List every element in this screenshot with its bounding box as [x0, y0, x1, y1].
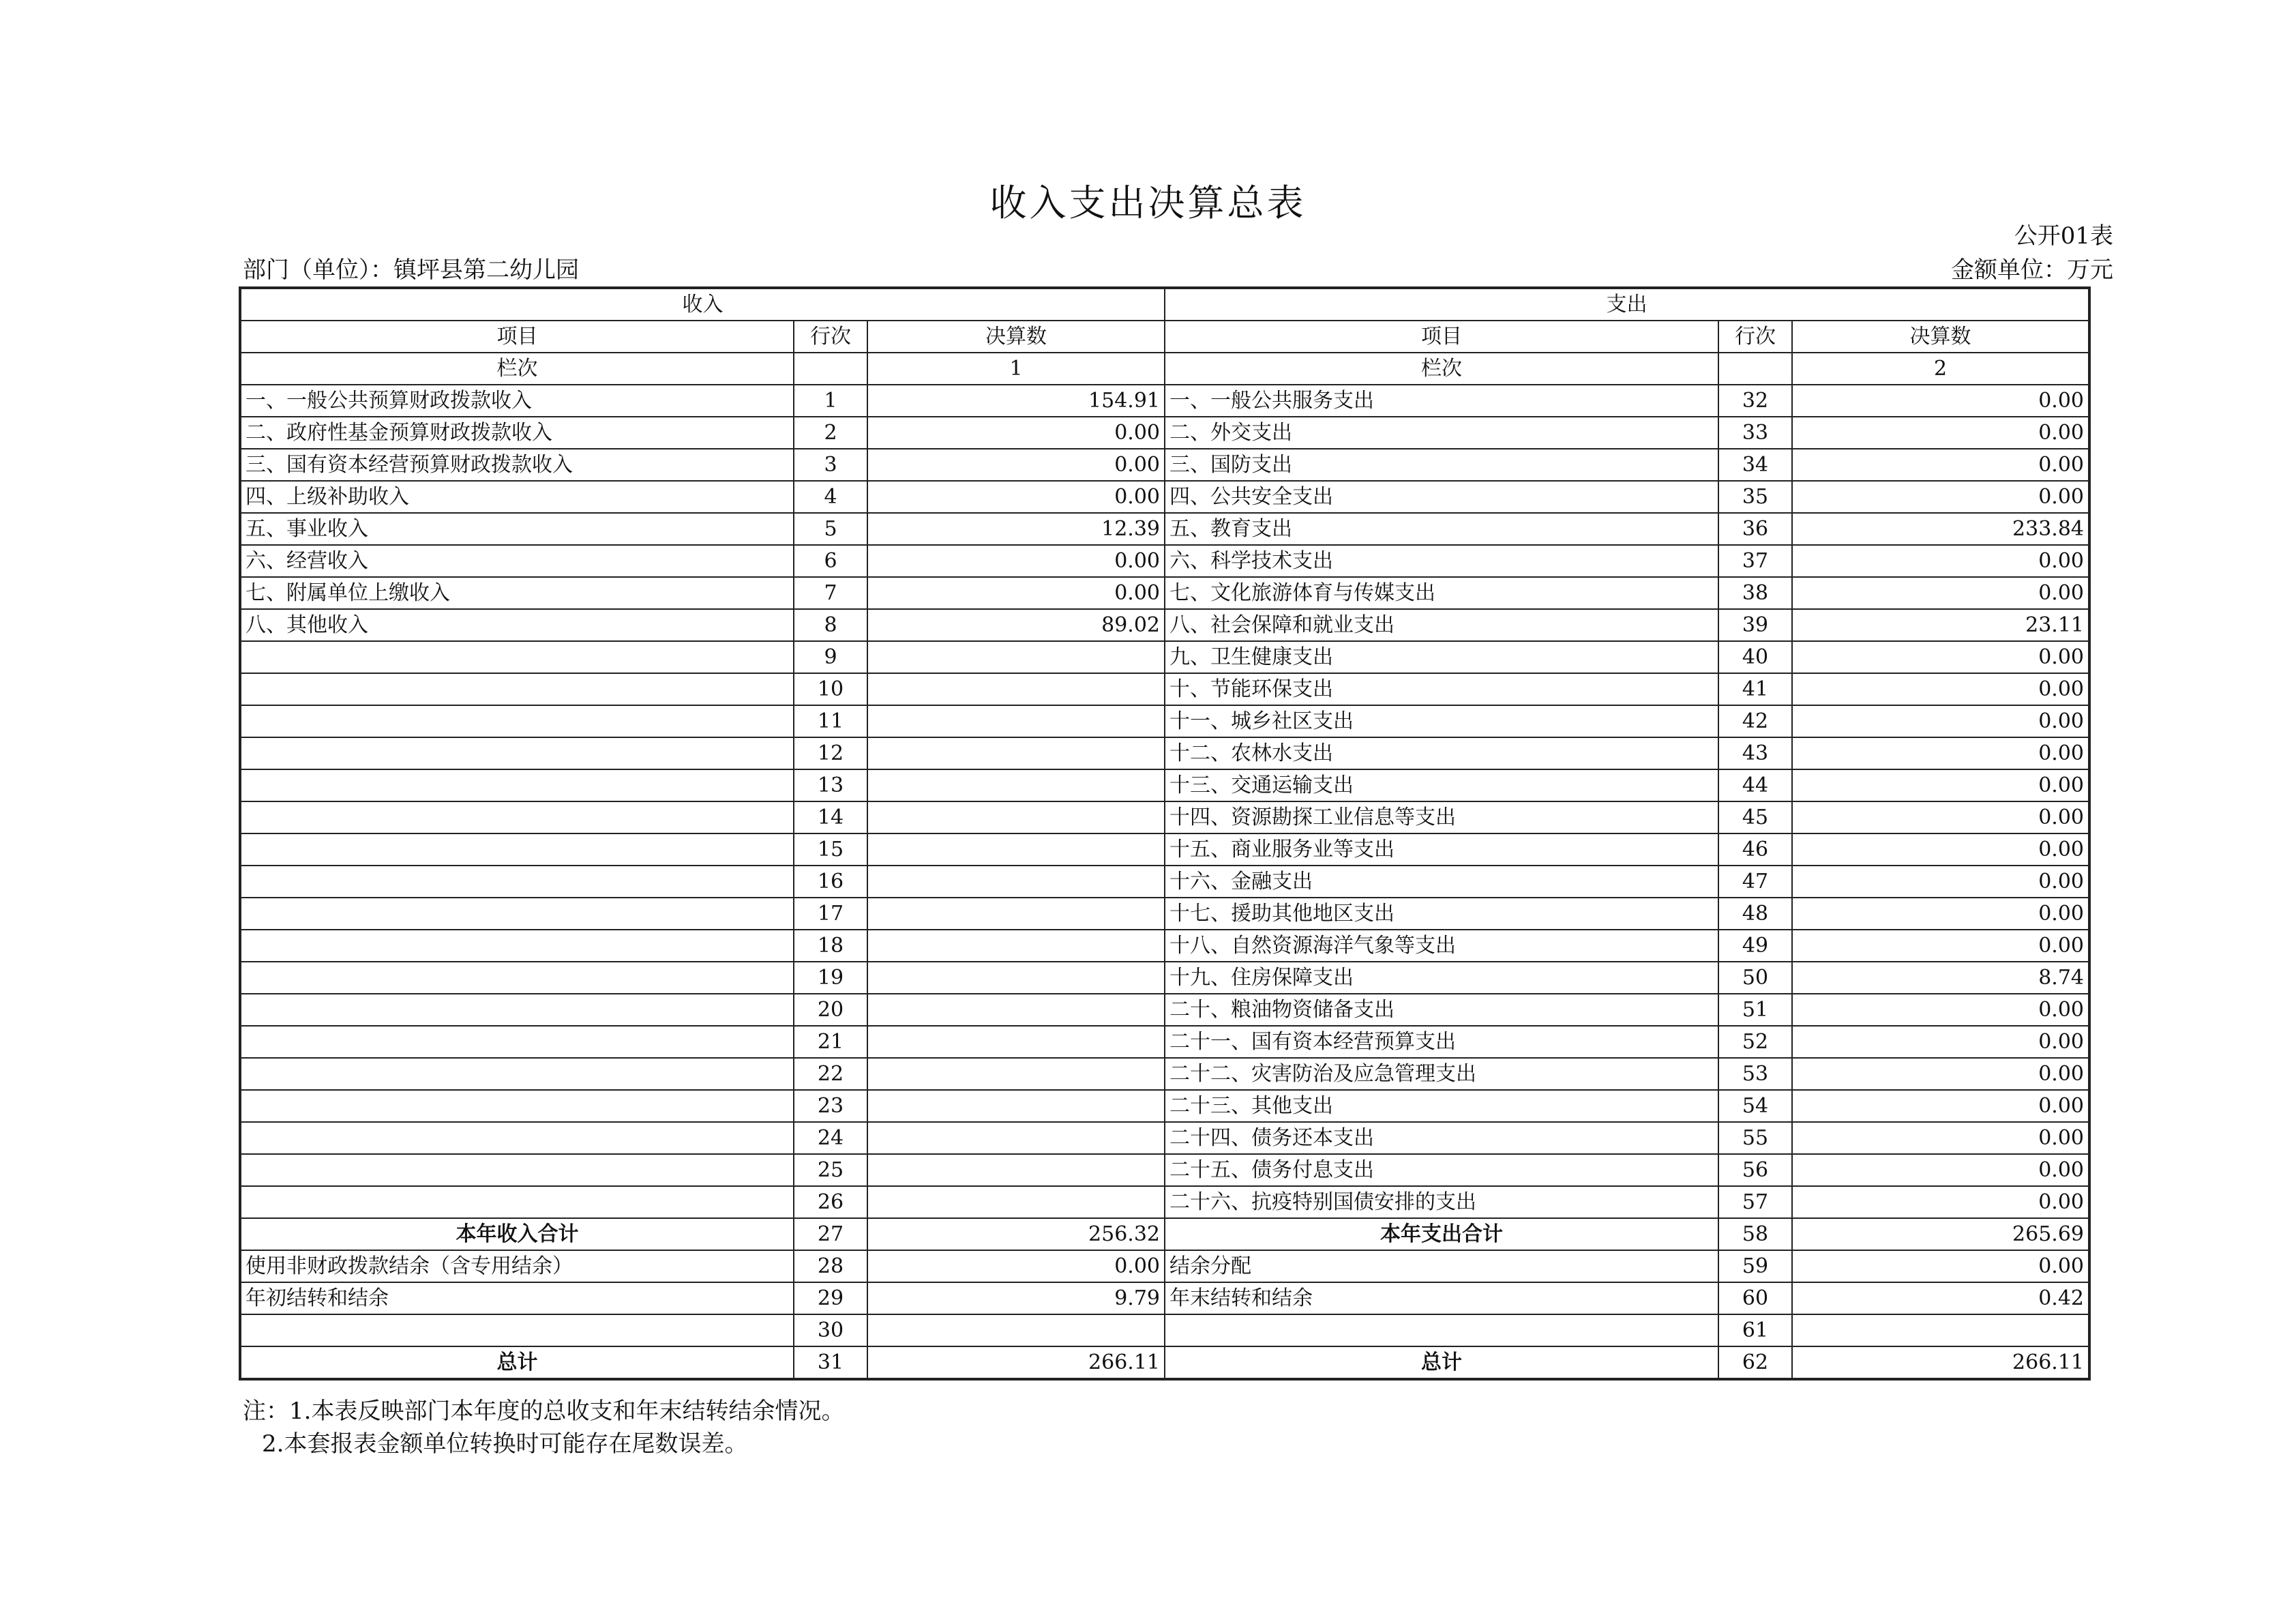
income-amount-cell — [867, 866, 1165, 898]
income-amount-cell — [867, 1058, 1165, 1090]
expense-rowno-cell: 34 — [1718, 449, 1792, 481]
expense-amount-cell: 0.00 — [1792, 1186, 2089, 1218]
income-amount-cell: 89.02 — [867, 609, 1165, 641]
table-row — [240, 801, 2089, 833]
income-rowno-cell: 19 — [794, 962, 867, 994]
income-amount-cell — [867, 1314, 1165, 1346]
income-rowno-header: 行次 — [794, 321, 867, 353]
income-amount-cell: 0.00 — [867, 449, 1165, 481]
expense-rowno-cell: 47 — [1718, 866, 1792, 898]
income-amount-cell: 9.79 — [867, 1282, 1165, 1314]
income-colno-value: 1 — [867, 353, 1165, 385]
income-item-cell: 八、其他收入 — [240, 609, 794, 641]
income-item-cell — [240, 737, 794, 769]
table-row — [240, 1250, 2089, 1282]
expense-rowno-cell: 40 — [1718, 641, 1792, 673]
income-item-cell: 四、上级补助收入 — [240, 481, 794, 513]
income-item-cell — [240, 1090, 794, 1122]
income-amount-cell: 0.00 — [867, 1250, 1165, 1282]
expense-amount-cell: 0.00 — [1792, 417, 2089, 449]
table-row — [240, 513, 2089, 545]
footnote-1: 注：1.本表反映部门本年度的总收支和年末结转结余情况。 — [243, 1398, 845, 1425]
expense-item-cell: 十、节能环保支出 — [1165, 673, 1718, 705]
expense-item-cell: 十三、交通运输支出 — [1165, 769, 1718, 801]
expense-rowno-cell: 33 — [1718, 417, 1792, 449]
income-amount-cell — [867, 898, 1165, 930]
table-row — [240, 1026, 2089, 1058]
expense-amount-cell: 23.11 — [1792, 609, 2089, 641]
income-rowno-cell: 20 — [794, 994, 867, 1026]
expense-item-cell: 总计 — [1165, 1346, 1718, 1379]
income-rowno-cell: 4 — [794, 481, 867, 513]
table-row — [240, 481, 2089, 513]
expense-item-cell: 结余分配 — [1165, 1250, 1718, 1282]
expense-amount-cell: 0.00 — [1792, 1090, 2089, 1122]
income-amount-cell — [867, 769, 1165, 801]
expense-rowno-cell: 32 — [1718, 385, 1792, 417]
expense-item-cell: 十二、农林水支出 — [1165, 737, 1718, 769]
income-item-cell — [240, 705, 794, 737]
expense-amount-cell: 0.42 — [1792, 1282, 2089, 1314]
table-row — [240, 641, 2089, 673]
table-row — [240, 769, 2089, 801]
department-label: 部门（单位）：镇坪县第二幼儿园 — [243, 256, 579, 284]
expense-rowno-cell: 61 — [1718, 1314, 1792, 1346]
income-item-cell: 三、国有资本经营预算财政拨款收入 — [240, 449, 794, 481]
expense-item-cell: 六、科学技术支出 — [1165, 545, 1718, 577]
income-amount-cell: 0.00 — [867, 545, 1165, 577]
expense-item-cell: 七、文化旅游体育与传媒支出 — [1165, 577, 1718, 609]
expense-rowno-cell: 58 — [1718, 1218, 1792, 1250]
income-amount-cell: 12.39 — [867, 513, 1165, 545]
expense-rowno-cell: 42 — [1718, 705, 1792, 737]
income-colno-empty — [794, 353, 867, 385]
expense-rowno-cell: 62 — [1718, 1346, 1792, 1379]
table-row — [240, 1122, 2089, 1154]
expense-amount-cell: 0.00 — [1792, 898, 2089, 930]
expense-amount-cell: 0.00 — [1792, 705, 2089, 737]
table-row — [240, 866, 2089, 898]
expense-rowno-header: 行次 — [1718, 321, 1792, 353]
expense-item-cell: 二、外交支出 — [1165, 417, 1718, 449]
income-item-cell: 一、一般公共预算财政拨款收入 — [240, 385, 794, 417]
income-amount-cell: 154.91 — [867, 385, 1165, 417]
income-amount-cell — [867, 641, 1165, 673]
table-row — [240, 737, 2089, 769]
income-amount-cell: 256.32 — [867, 1218, 1165, 1250]
expense-rowno-cell: 46 — [1718, 833, 1792, 866]
income-rowno-cell: 16 — [794, 866, 867, 898]
income-rowno-cell: 26 — [794, 1186, 867, 1218]
income-rowno-cell: 18 — [794, 930, 867, 962]
expense-rowno-cell: 48 — [1718, 898, 1792, 930]
expense-amount-cell: 0.00 — [1792, 577, 2089, 609]
expense-amount-cell: 0.00 — [1792, 1058, 2089, 1090]
expense-item-cell: 十八、自然资源海洋气象等支出 — [1165, 930, 1718, 962]
income-amount-cell — [867, 1026, 1165, 1058]
expense-rowno-cell: 39 — [1718, 609, 1792, 641]
income-amount-cell — [867, 1154, 1165, 1186]
expense-item-cell: 年末结转和结余 — [1165, 1282, 1718, 1314]
footnote-2: 2.本套报表金额单位转换时可能存在尾数误差。 — [262, 1430, 748, 1458]
income-rowno-cell: 3 — [794, 449, 867, 481]
income-rowno-cell: 15 — [794, 833, 867, 866]
column-number-row — [240, 353, 2089, 385]
table-row — [240, 609, 2089, 641]
income-rowno-cell: 8 — [794, 609, 867, 641]
expense-amount-cell: 0.00 — [1792, 801, 2089, 833]
expense-colno-empty — [1718, 353, 1792, 385]
expense-amount-cell: 0.00 — [1792, 994, 2089, 1026]
income-amount-cell: 0.00 — [867, 481, 1165, 513]
expense-item-cell: 三、国防支出 — [1165, 449, 1718, 481]
income-amount-cell — [867, 930, 1165, 962]
expense-amount-cell: 0.00 — [1792, 481, 2089, 513]
amount-unit-label: 金额单位：万元 — [1951, 256, 2113, 284]
income-rowno-cell: 7 — [794, 577, 867, 609]
expense-rowno-cell: 55 — [1718, 1122, 1792, 1154]
income-item-cell — [240, 641, 794, 673]
income-item-cell — [240, 801, 794, 833]
income-amount-cell — [867, 801, 1165, 833]
income-item-cell — [240, 962, 794, 994]
income-rowno-cell: 27 — [794, 1218, 867, 1250]
income-rowno-cell: 14 — [794, 801, 867, 833]
income-amount-cell — [867, 962, 1165, 994]
expense-rowno-cell: 43 — [1718, 737, 1792, 769]
income-item-cell: 年初结转和结余 — [240, 1282, 794, 1314]
expense-rowno-cell: 36 — [1718, 513, 1792, 545]
expense-amount-cell: 0.00 — [1792, 866, 2089, 898]
income-item-cell — [240, 1122, 794, 1154]
income-amount-cell: 0.00 — [867, 417, 1165, 449]
expense-item-cell: 二十二、灾害防治及应急管理支出 — [1165, 1058, 1718, 1090]
income-item-cell: 总计 — [240, 1346, 794, 1379]
income-expense-table — [239, 286, 2091, 1381]
expense-amount-cell — [1792, 1314, 2089, 1346]
expense-amount-cell: 0.00 — [1792, 673, 2089, 705]
income-amount-cell: 266.11 — [867, 1346, 1165, 1379]
expense-rowno-cell: 35 — [1718, 481, 1792, 513]
income-amount-cell — [867, 737, 1165, 769]
expense-rowno-cell: 50 — [1718, 962, 1792, 994]
expense-rowno-cell: 49 — [1718, 930, 1792, 962]
table-row — [240, 1218, 2089, 1250]
income-item-cell — [240, 769, 794, 801]
expense-rowno-cell: 54 — [1718, 1090, 1792, 1122]
expense-item-cell: 十九、住房保障支出 — [1165, 962, 1718, 994]
income-item-cell: 五、事业收入 — [240, 513, 794, 545]
table-row — [240, 1090, 2089, 1122]
income-rowno-cell: 12 — [794, 737, 867, 769]
income-item-cell — [240, 898, 794, 930]
expense-item-cell: 九、卫生健康支出 — [1165, 641, 1718, 673]
income-rowno-cell: 24 — [794, 1122, 867, 1154]
expense-amount-cell: 265.69 — [1792, 1218, 2089, 1250]
expense-amount-cell: 0.00 — [1792, 769, 2089, 801]
expense-item-cell: 十一、城乡社区支出 — [1165, 705, 1718, 737]
expense-amount-header: 决算数 — [1792, 321, 2089, 353]
table-row — [240, 1346, 2089, 1379]
expense-amount-cell: 0.00 — [1792, 545, 2089, 577]
section-header-row — [240, 288, 2089, 321]
table-row — [240, 833, 2089, 866]
income-amount-cell — [867, 994, 1165, 1026]
expense-amount-cell: 0.00 — [1792, 1122, 2089, 1154]
expense-rowno-cell: 41 — [1718, 673, 1792, 705]
expense-item-cell: 二十一、国有资本经营预算支出 — [1165, 1026, 1718, 1058]
form-number: 公开01表 — [2014, 222, 2113, 250]
expense-amount-cell: 0.00 — [1792, 833, 2089, 866]
income-rowno-cell: 25 — [794, 1154, 867, 1186]
expense-item-cell — [1165, 1314, 1718, 1346]
income-amount-cell — [867, 1090, 1165, 1122]
income-item-cell: 使用非财政拨款结余（含专用结余） — [240, 1250, 794, 1282]
table-row — [240, 898, 2089, 930]
table-row — [240, 1058, 2089, 1090]
income-item-cell — [240, 1026, 794, 1058]
income-rowno-cell: 22 — [794, 1058, 867, 1090]
table-row — [240, 962, 2089, 994]
income-item-cell — [240, 1186, 794, 1218]
expense-colno-label: 栏次 — [1165, 353, 1718, 385]
income-rowno-cell: 17 — [794, 898, 867, 930]
expense-rowno-cell: 52 — [1718, 1026, 1792, 1058]
footnotes — [243, 1395, 844, 1460]
expense-item-cell: 五、教育支出 — [1165, 513, 1718, 545]
expense-item-cell: 四、公共安全支出 — [1165, 481, 1718, 513]
report-title: 收入支出决算总表 — [989, 181, 1307, 224]
expense-colno-value: 2 — [1792, 353, 2089, 385]
table-row — [240, 385, 2089, 417]
income-amount-cell — [867, 1122, 1165, 1154]
income-item-cell — [240, 833, 794, 866]
table-row — [240, 673, 2089, 705]
table-row — [240, 1314, 2089, 1346]
income-rowno-cell: 10 — [794, 673, 867, 705]
income-rowno-cell: 21 — [794, 1026, 867, 1058]
expense-rowno-cell: 57 — [1718, 1186, 1792, 1218]
income-rowno-cell: 1 — [794, 385, 867, 417]
income-rowno-cell: 29 — [794, 1282, 867, 1314]
expense-item-cell: 十六、金融支出 — [1165, 866, 1718, 898]
table-row — [240, 1154, 2089, 1186]
income-rowno-cell: 23 — [794, 1090, 867, 1122]
expense-item-cell: 八、社会保障和就业支出 — [1165, 609, 1718, 641]
income-item-cell: 七、附属单位上缴收入 — [240, 577, 794, 609]
expense-rowno-cell: 59 — [1718, 1250, 1792, 1282]
income-amount-header: 决算数 — [867, 321, 1165, 353]
table-row — [240, 1282, 2089, 1314]
income-section-header: 收入 — [240, 288, 1165, 321]
income-item-cell — [240, 1314, 794, 1346]
income-rowno-cell: 30 — [794, 1314, 867, 1346]
expense-item-cell: 十五、商业服务业等支出 — [1165, 833, 1718, 866]
income-amount-cell — [867, 673, 1165, 705]
expense-amount-cell: 8.74 — [1792, 962, 2089, 994]
expense-rowno-cell: 38 — [1718, 577, 1792, 609]
income-rowno-cell: 5 — [794, 513, 867, 545]
expense-item-cell: 二十六、抗疫特别国债安排的支出 — [1165, 1186, 1718, 1218]
income-item-header: 项目 — [240, 321, 794, 353]
expense-rowno-cell: 56 — [1718, 1154, 1792, 1186]
expense-rowno-cell: 37 — [1718, 545, 1792, 577]
income-item-cell — [240, 994, 794, 1026]
income-rowno-cell: 11 — [794, 705, 867, 737]
table-row — [240, 930, 2089, 962]
income-colno-label: 栏次 — [240, 353, 794, 385]
income-item-cell: 二、政府性基金预算财政拨款收入 — [240, 417, 794, 449]
income-item-cell: 本年收入合计 — [240, 1218, 794, 1250]
table-row — [240, 577, 2089, 609]
expense-amount-cell: 266.11 — [1792, 1346, 2089, 1379]
income-rowno-cell: 6 — [794, 545, 867, 577]
expense-amount-cell: 0.00 — [1792, 1154, 2089, 1186]
expense-amount-cell: 0.00 — [1792, 641, 2089, 673]
table-row — [240, 1186, 2089, 1218]
table-row — [240, 705, 2089, 737]
expense-rowno-cell: 44 — [1718, 769, 1792, 801]
expense-item-cell: 二十、粮油物资储备支出 — [1165, 994, 1718, 1026]
expense-item-cell: 二十五、债务付息支出 — [1165, 1154, 1718, 1186]
income-rowno-cell: 31 — [794, 1346, 867, 1379]
expense-item-cell: 十七、援助其他地区支出 — [1165, 898, 1718, 930]
expense-section-header: 支出 — [1165, 288, 2089, 321]
income-item-cell — [240, 1154, 794, 1186]
expense-rowno-cell: 51 — [1718, 994, 1792, 1026]
expense-amount-cell: 0.00 — [1792, 737, 2089, 769]
expense-rowno-cell: 53 — [1718, 1058, 1792, 1090]
expense-amount-cell: 233.84 — [1792, 513, 2089, 545]
table-row — [240, 545, 2089, 577]
income-rowno-cell: 2 — [794, 417, 867, 449]
table-row — [240, 449, 2089, 481]
income-item-cell — [240, 930, 794, 962]
expense-amount-cell: 0.00 — [1792, 930, 2089, 962]
expense-amount-cell: 0.00 — [1792, 449, 2089, 481]
expense-amount-cell: 0.00 — [1792, 1250, 2089, 1282]
column-header-row — [240, 321, 2089, 353]
income-rowno-cell: 13 — [794, 769, 867, 801]
expense-amount-cell: 0.00 — [1792, 1026, 2089, 1058]
expense-item-header: 项目 — [1165, 321, 1718, 353]
income-item-cell — [240, 866, 794, 898]
expense-item-cell: 十四、资源勘探工业信息等支出 — [1165, 801, 1718, 833]
expense-amount-cell: 0.00 — [1792, 385, 2089, 417]
income-item-cell: 六、经营收入 — [240, 545, 794, 577]
income-item-cell — [240, 673, 794, 705]
income-amount-cell — [867, 705, 1165, 737]
expense-rowno-cell: 60 — [1718, 1282, 1792, 1314]
expense-item-cell: 二十三、其他支出 — [1165, 1090, 1718, 1122]
income-amount-cell — [867, 1186, 1165, 1218]
expense-item-cell: 本年支出合计 — [1165, 1218, 1718, 1250]
expense-item-cell: 二十四、债务还本支出 — [1165, 1122, 1718, 1154]
income-amount-cell: 0.00 — [867, 577, 1165, 609]
income-item-cell — [240, 1058, 794, 1090]
expense-rowno-cell: 45 — [1718, 801, 1792, 833]
table-row — [240, 994, 2089, 1026]
income-rowno-cell: 28 — [794, 1250, 867, 1282]
income-rowno-cell: 9 — [794, 641, 867, 673]
income-amount-cell — [867, 833, 1165, 866]
expense-item-cell: 一、一般公共服务支出 — [1165, 385, 1718, 417]
table-row — [240, 417, 2089, 449]
